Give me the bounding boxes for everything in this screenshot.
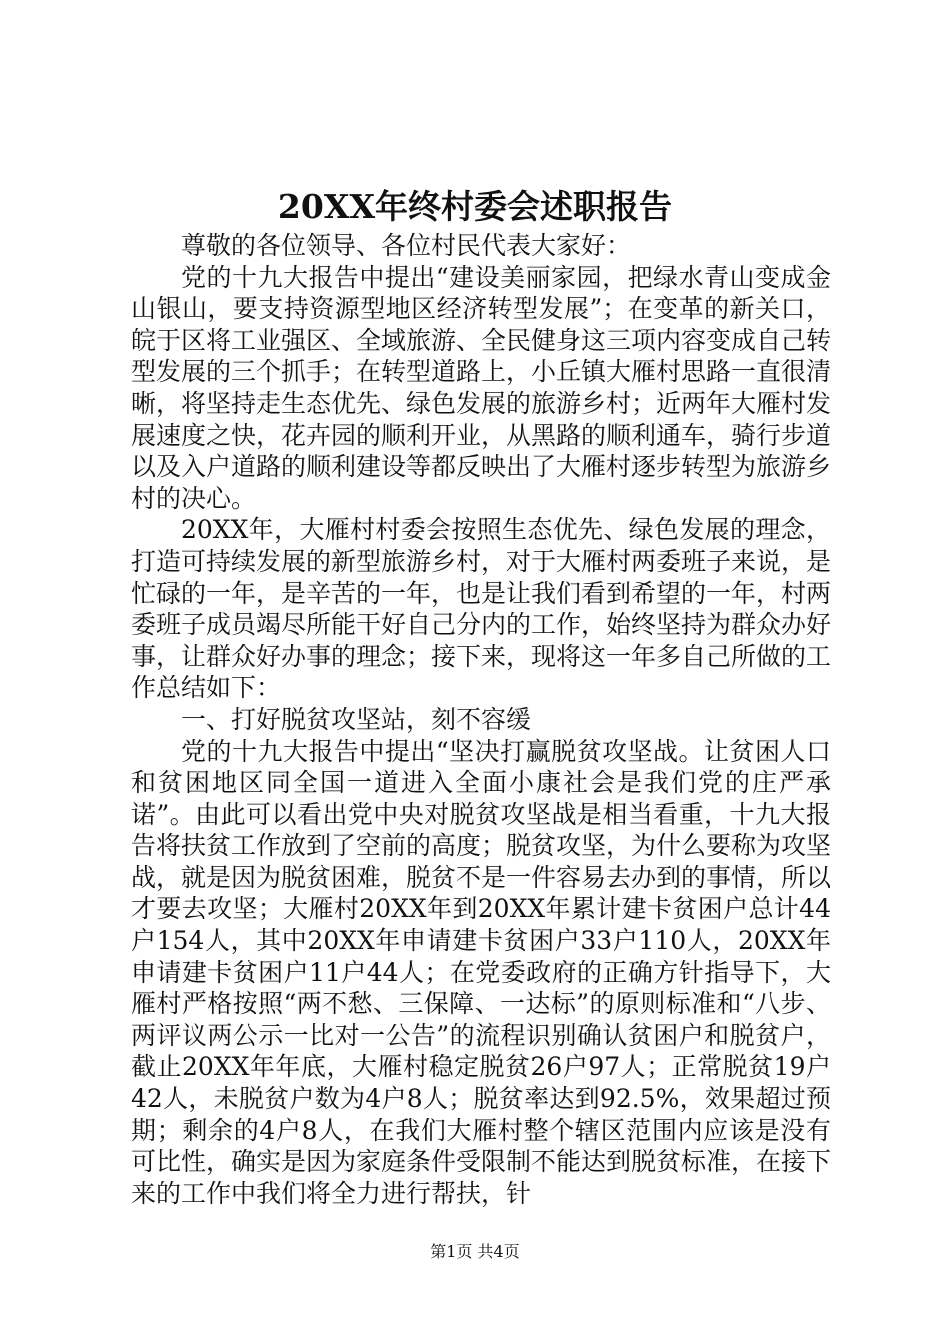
page-footer: 第1页 共4页 (430, 1242, 520, 1261)
document-body (131, 230, 831, 1209)
poverty-paragraph: 党的十九大报告中提出“坚决打赢脱贫攻坚战。让贫困人口和贫困地区同全国一道进入全面小康社会是我们党的庄严承诺”。由此可以看出党中央对脱贫攻坚战是相当看重，十九大报告将扶贫工作放到了空前的高度；脱贫攻坚，为什么要称为攻坚战，就是因为脱贫困难，脱贫不是一件容易去办到的事情，所以才要去攻坚；大雁村20XX年到20XX年累计建卡贫困户总计44户154人，其中20XX年申请建卡贫困户33户110人，20XX年申请建卡贫困户11户44人；在党委政府的正确方针指导下，大雁村严格按照“两不愁、三保障、一达标”的原则标准和“八步、两评议两公示一比对一公告”的流程识别确认贫困户和脱贫户，截止20XX年年底，大雁村稳定脱贫26户97人；正常脱贫19户42人，未脱贫户数为4户8人；脱贫率达到92.5%，效果超过预期；剩余的4户8人，在我们大雁村整个辖区范围内应该是没有可比性，确实是因为家庭条件受限制不能达到脱贫标准，在接下来的工作中我们将全力进行帮扶，针 (131, 736, 832, 1208)
document-title: 20XX年终村委会述职报告 (277, 187, 673, 226)
greeting-paragraph: 尊敬的各位领导、各位村民代表大家好： (181, 231, 632, 260)
section-heading: 一、打好脱贫攻坚站，刻不容缓 (181, 704, 532, 734)
summary-paragraph: 20XX年，大雁村村委会按照生态优先、绿色发展的理念，打造可持续发展的新型旅游乡村，对于大雁村两委班子来说，是忙碌的一年，是辛苦的一年，也是让我们看到希望的一年，村两委班子成员竭尽所能干好自己分内的工作，始终坚持为群众办好事，让群众好办事的理念；接下来，现将这一年多自己所做的工作总结如下： (131, 515, 832, 703)
intro-paragraph: 党的十九大报告中提出“建设美丽家园，把绿水青山变成金山银山，要支持资源型地区经济转型发展”；在变革的新关口，皖于区将工业强区、全域旅游、全民健身这三项内容变成自己转型发展的三个抓手；在转型道路上，小丘镇大雁村思路一直很清晰，将坚持走生态优先、绿色发展的旅游乡村；近两年大雁村发展速度之快，花卉园的顺利开业，从黑路的顺利通车，骑行步道以及入户道路的顺利建设等都反映出了大雁村逐步转型为旅游乡村的决心。 (131, 262, 832, 513)
